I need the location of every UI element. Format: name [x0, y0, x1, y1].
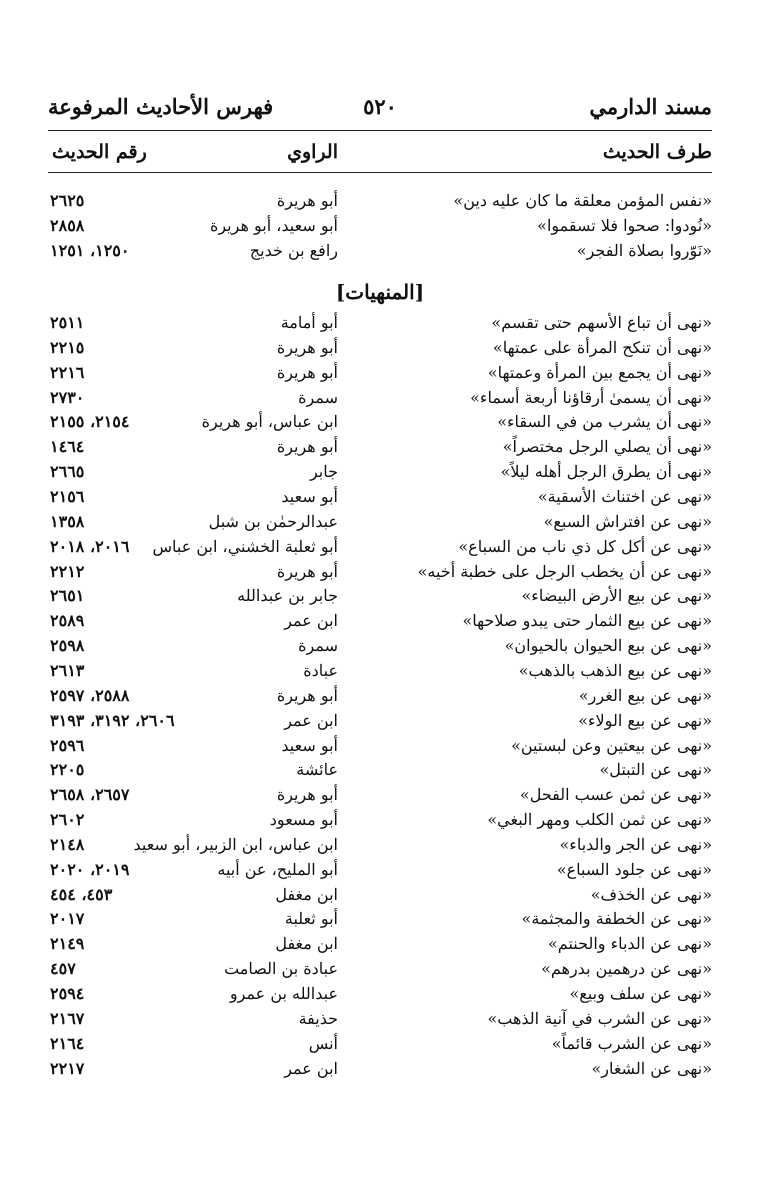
hadith-number: ٢١٦٤ — [50, 1033, 85, 1053]
table-row — [48, 537, 712, 561]
table-row — [48, 611, 712, 635]
narrator: عبادة بن الصامت — [224, 959, 338, 979]
hadith-number: ٢٠١٩، ٢٠٢٠ — [50, 859, 130, 879]
hadith-text: «نهى عن الخطفة والمجثمة» — [521, 909, 712, 929]
table-row — [48, 586, 712, 610]
hadith-number: ٢٦٠٦، ٣١٩٢، ٣١٩٣ — [50, 710, 175, 730]
hadith-text: «نهى عن بيع الأرض البيضاء» — [521, 586, 712, 606]
hadith-text: «نهى عن بيع الحيوان بالحيوان» — [504, 636, 712, 655]
narrator: أبو ثعلبة الخشني، ابن عباس — [152, 536, 338, 556]
table-row — [48, 241, 712, 265]
narrator: أبو هريرة — [276, 362, 338, 382]
column-header-narrator: الراوي — [287, 141, 338, 163]
hadith-text: «نُودوا: صحوا فلا تسقموا» — [537, 216, 712, 235]
hadith-text: «نهى أن يجمع بين المرأة وعمتها» — [487, 362, 712, 382]
narrator: عائشة — [296, 760, 338, 780]
narrator: أبو سعيد — [281, 735, 338, 755]
table-row — [48, 785, 712, 809]
hadith-text: «نهى عن ثمن الكلب ومهر البغي» — [487, 810, 712, 829]
hadith-number: ٢٨٥٨ — [50, 216, 85, 235]
narrator: أبو هريرة — [276, 785, 338, 805]
table-row — [48, 885, 712, 909]
narrator: حذيفة — [298, 1008, 338, 1028]
narrator: رافع بن خديج — [249, 241, 338, 260]
narrator: ابن عمر — [284, 1058, 338, 1078]
narrator: سمرة — [298, 387, 338, 407]
table-row — [48, 686, 712, 710]
table-row — [48, 636, 712, 660]
hadith-text: «نهى عن ثمن عسب الفحل» — [519, 785, 712, 805]
hadith-number: ٢١٤٩ — [50, 934, 85, 954]
column-header-number: رقم الحديث — [52, 141, 147, 163]
table-row — [48, 338, 712, 362]
hadith-number: ٢٢١٥ — [50, 337, 85, 357]
hadith-number: ٢٦١٣ — [50, 660, 85, 680]
hadith-number: ٢٠١٧ — [50, 909, 85, 929]
hadith-text: «نهى عن الدباء والحنتم» — [548, 934, 712, 954]
index-title: فهرس الأحاديث المرفوعة — [48, 94, 274, 119]
hadith-text: «نهى عن الجر والدباء» — [559, 834, 712, 854]
column-header-rule — [48, 172, 712, 173]
hadith-text: «نهى عن سلف وبيع» — [569, 984, 712, 1003]
hadith-number: ٢٢١٢ — [50, 561, 85, 581]
hadith-text: «نفس المؤمن معلقة ما كان عليه دين» — [453, 191, 712, 210]
narrator: ابن عمر — [284, 710, 338, 730]
table-row — [48, 363, 712, 387]
hadith-text: «نهى عن الشرب في آنية الذهب» — [487, 1008, 712, 1028]
table-row — [48, 835, 712, 859]
hadith-text: «نهى أن يسمىٰ أرقاؤنا أربعة أسماء» — [470, 387, 712, 407]
table-row — [48, 388, 712, 412]
hadith-text: «نهى عن الشغار» — [591, 1058, 712, 1078]
hadith-text: «نهى أن تنكح المرأة على عمتها» — [492, 337, 712, 357]
narrator: ابن مغفل — [275, 884, 338, 904]
narrator: أبو هريرة — [276, 685, 338, 705]
table-row — [48, 860, 712, 884]
hadith-number: ٤٥٣، ٤٥٤ — [50, 884, 113, 904]
table-row — [48, 437, 712, 461]
hadith-number: ٢٠١٦، ٢٠١٨ — [50, 536, 130, 556]
hadith-number: ٢٥٨٨، ٢٥٩٧ — [50, 685, 130, 705]
narrator: أبو هريرة — [276, 337, 338, 357]
hadith-text: «نهى عن جلود السباع» — [556, 859, 712, 879]
hadith-text: «نهى أن يطرق الرجل أهله ليلاً» — [500, 462, 712, 482]
table-row — [48, 412, 712, 436]
hadith-text: «نهى عن الشرب قائماً» — [551, 1033, 712, 1053]
table-row — [48, 959, 712, 983]
table-row — [48, 512, 712, 536]
hadith-number: ٢٥٩٤ — [50, 984, 85, 1003]
hadith-number: ٢١٦٧ — [50, 1008, 85, 1028]
section-title-text: [المنهيات] — [335, 280, 425, 304]
table-row — [48, 984, 712, 1008]
hadith-text: «نهى أن يصلي الرجل مختصراً» — [502, 437, 712, 457]
hadith-number: ٢٢١٧ — [50, 1058, 85, 1078]
running-head — [48, 94, 712, 126]
table-row — [48, 1059, 712, 1083]
table-row — [48, 462, 712, 486]
narrator: أبو أمامة — [280, 313, 338, 332]
narrator: أبو هريرة — [276, 191, 338, 210]
narrator: أبو المليح، عن أبيه — [217, 859, 338, 879]
hadith-text: «نهى عن التبتل» — [599, 760, 712, 780]
hadith-number: ٢٢١٦ — [50, 362, 85, 382]
hadith-text: «نهى عن بيعتين وعن لبستين» — [511, 735, 712, 755]
hadith-number: ١٣٥٨ — [50, 511, 85, 531]
hadith-text: «نهى عن أكل كل ذي ناب من السباع» — [458, 536, 712, 556]
hadith-number: ٢٦٦٥ — [50, 462, 85, 482]
table-row — [48, 1009, 712, 1033]
hadith-number: ٢٧٣٠ — [50, 387, 85, 407]
table-row — [48, 909, 712, 933]
hadith-number: ٢٥١١ — [50, 313, 85, 332]
hadith-number: ٤٥٧ — [50, 959, 76, 979]
table-row — [48, 810, 712, 834]
narrator: ابن عباس، ابن الزبير، أبو سعيد — [133, 834, 338, 854]
hadith-number: ٢١٥٤، ٢١٥٥ — [50, 412, 130, 432]
hadith-number: ٢٢٠٥ — [50, 760, 85, 780]
hadith-text: «نهى عن درهمين بدرهم» — [541, 959, 712, 979]
narrator: أبو سعيد، أبو هريرة — [209, 216, 338, 235]
narrator: أبو ثعلبة — [284, 909, 338, 929]
hadith-text: «نهى عن أن يخطب الرجل على خطبة أخيه» — [417, 561, 712, 581]
table-row — [48, 760, 712, 784]
table-row — [48, 1034, 712, 1058]
hadith-number: ٢١٤٨ — [50, 834, 85, 854]
hadith-text: «نهى عن بيع الثمار حتى يبدو صلاحها» — [462, 611, 712, 631]
hadith-number: ٢٥٩٨ — [50, 636, 85, 655]
narrator: أبو مسعود — [269, 810, 338, 829]
hadith-number: ٢١٥٦ — [50, 487, 85, 506]
hadith-number: ٢٦٥١ — [50, 586, 85, 606]
hadith-text: «نهى أن يشرب من في السقاء» — [497, 412, 712, 432]
hadith-text: «نهى عن اختناث الأسقية» — [537, 487, 712, 506]
table-row — [48, 216, 712, 240]
hadith-text: «نهى عن افتراش السبع» — [543, 511, 712, 531]
hadith-text: «نهى عن بيع الغرر» — [578, 685, 712, 705]
hadith-number: ١٤٦٤ — [50, 437, 85, 457]
table-row — [48, 487, 712, 511]
table-row — [48, 661, 712, 685]
hadith-text: «نهى عن بيع الولاء» — [578, 710, 712, 730]
hadith-number: ٢٦٠٢ — [50, 810, 85, 829]
narrator: أبو هريرة — [276, 437, 338, 457]
narrator: أبو هريرة — [276, 561, 338, 581]
narrator: أنس — [308, 1033, 338, 1053]
header-rule — [48, 130, 712, 131]
hadith-text: «نهى أن تباع الأسهم حتى تقسم» — [491, 313, 712, 332]
narrator: جابر — [309, 462, 338, 482]
hadith-number: ٢٦٥٧، ٢٦٥٨ — [50, 785, 130, 805]
narrator: سمرة — [298, 636, 338, 655]
hadith-number: ١٢٥٠، ١٢٥١ — [50, 241, 130, 260]
narrator: أبو سعيد — [281, 487, 338, 506]
book-title: مسند الدارمي — [589, 94, 712, 119]
table-row — [48, 191, 712, 215]
table-row — [48, 313, 712, 337]
hadith-text: «نهى عن الخذف» — [590, 884, 712, 904]
hadith-number: ٢٥٩٦ — [50, 735, 85, 755]
narrator: عبدالله بن عمرو — [229, 984, 338, 1003]
table-row — [48, 736, 712, 760]
hadith-number: ٢٦٢٥ — [50, 191, 85, 210]
narrator: ابن عمر — [284, 611, 338, 631]
column-header-hadith: طرف الحديث — [602, 141, 712, 163]
narrator: عبادة — [303, 660, 338, 680]
section-title — [0, 280, 760, 304]
narrator: ابن مغفل — [275, 934, 338, 954]
narrator: ابن عباس، أبو هريرة — [201, 412, 338, 432]
table-row — [48, 711, 712, 735]
narrator: جابر بن عبدالله — [237, 586, 338, 606]
hadith-text: «نهى عن بيع الذهب بالذهب» — [518, 660, 712, 680]
hadith-text: «نَوّروا بصلاة الفجر» — [576, 241, 712, 260]
narrator: عبدالرحمٰن بن شبل — [208, 511, 338, 531]
table-row — [48, 934, 712, 958]
table-row — [48, 562, 712, 586]
hadith-number: ٢٥٨٩ — [50, 611, 85, 631]
page-number: ٥٢٠ — [363, 94, 397, 119]
